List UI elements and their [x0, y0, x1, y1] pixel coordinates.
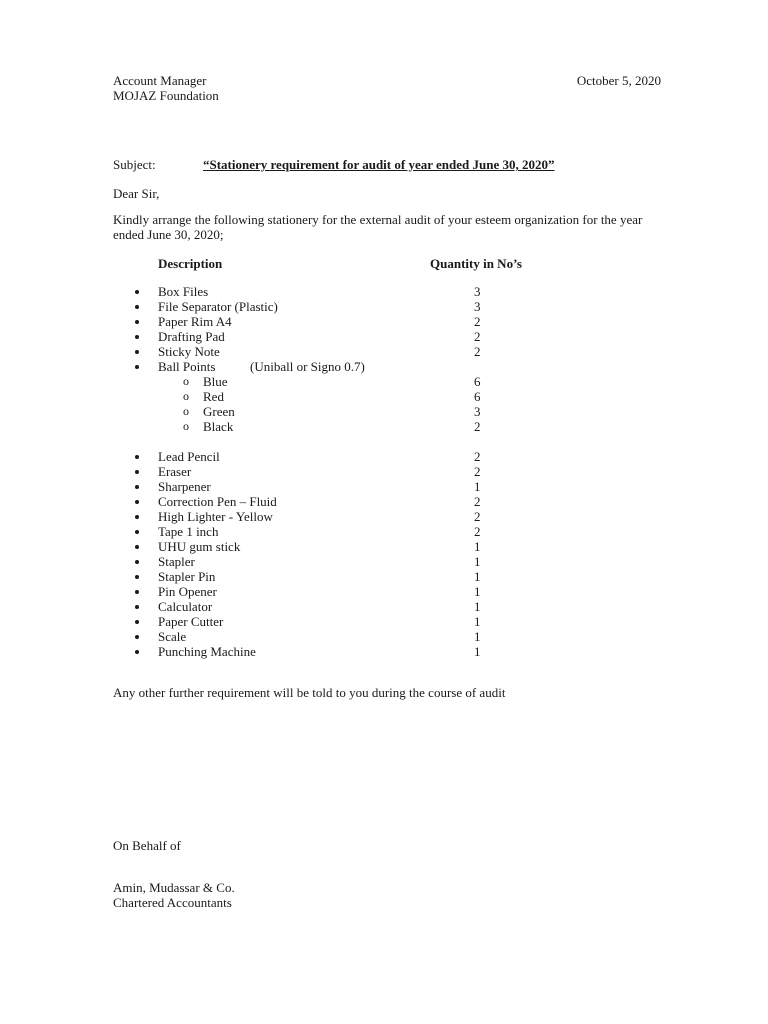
item-note: (Uniball or Signo 0.7) [250, 359, 365, 374]
list-item [0, 509, 768, 524]
item-label: Blue [203, 374, 228, 389]
closing-paragraph: Any other further requirement will be told to you during the course of audit [113, 685, 506, 700]
list-item [0, 584, 768, 599]
bullet-icon [135, 335, 139, 339]
sub-bullet-icon: o [183, 404, 189, 418]
bullet-icon [135, 485, 139, 489]
item-label: Lead Pencil [158, 449, 220, 464]
list-item [0, 284, 768, 299]
item-label: Eraser [158, 464, 192, 479]
bullet-icon [135, 365, 139, 369]
bullet-icon [135, 320, 139, 324]
item-label: High Lighter - Yellow [158, 509, 273, 524]
list-item [0, 569, 768, 584]
item-quantity: 2 [474, 449, 481, 464]
list-item [0, 314, 768, 329]
item-quantity: 2 [474, 419, 481, 434]
list-item [0, 479, 768, 494]
item-label: Paper Rim A4 [158, 314, 232, 329]
item-label: Ball Points [158, 359, 216, 374]
subject-text: “Stationery requirement for audit of year ended June 30, 2020” [203, 157, 555, 172]
bullet-icon [135, 530, 139, 534]
recipient-org: MOJAZ Foundation [113, 88, 219, 103]
item-quantity: 2 [474, 464, 481, 479]
list-item [0, 494, 768, 509]
list-item [0, 389, 768, 404]
bullet-icon [135, 515, 139, 519]
item-label: Calculator [158, 599, 213, 614]
item-label: Green [203, 404, 235, 419]
item-label: File Separator (Plastic) [158, 299, 278, 314]
item-quantity: 1 [474, 479, 481, 494]
recipient-title: Account Manager [113, 73, 207, 88]
list-item [0, 554, 768, 569]
item-label: Stapler Pin [158, 569, 216, 584]
bullet-icon [135, 290, 139, 294]
bullet-icon [135, 455, 139, 459]
item-quantity: 2 [474, 314, 481, 329]
sub-bullet-icon: o [183, 374, 189, 388]
list-item [0, 629, 768, 644]
list-item [0, 599, 768, 614]
bullet-icon [135, 620, 139, 624]
item-quantity: 6 [474, 374, 481, 389]
list-item [0, 524, 768, 539]
sub-bullet-icon: o [183, 419, 189, 433]
item-quantity: 1 [474, 539, 481, 554]
item-label: Red [203, 389, 224, 404]
item-label: Scale [158, 629, 187, 644]
item-quantity: 1 [474, 644, 481, 659]
item-quantity: 2 [474, 524, 481, 539]
list-item [0, 614, 768, 629]
item-quantity: 1 [474, 554, 481, 569]
item-quantity: 2 [474, 344, 481, 359]
list-item [0, 404, 768, 419]
column-header-quantity: Quantity in No’s [430, 256, 522, 271]
item-quantity: 1 [474, 584, 481, 599]
sub-bullet-icon: o [183, 389, 189, 403]
on-behalf-of: On Behalf of [113, 838, 181, 853]
item-label: Tape 1 inch [158, 524, 219, 539]
subject-label: Subject: [113, 157, 156, 172]
bullet-icon [135, 560, 139, 564]
item-quantity: 2 [474, 509, 481, 524]
bullet-icon [135, 605, 139, 609]
item-quantity: 3 [474, 284, 481, 299]
list-item [0, 449, 768, 464]
list-item [0, 644, 768, 659]
item-label: Pin Opener [158, 584, 217, 599]
item-label: Sharpener [158, 479, 211, 494]
list-item [0, 539, 768, 554]
intro-paragraph: Kindly arrange the following stationery for the external audit of your esteem organization for the year ended June 30, 2020; [113, 212, 643, 242]
bullet-icon [135, 350, 139, 354]
bullet-icon [135, 635, 139, 639]
item-quantity: 1 [474, 599, 481, 614]
firm-name: Amin, Mudassar & Co. [113, 880, 235, 895]
bullet-icon [135, 305, 139, 309]
item-label: Punching Machine [158, 644, 256, 659]
bullet-icon [135, 545, 139, 549]
bullet-icon [135, 650, 139, 654]
item-label: Correction Pen – Fluid [158, 494, 277, 509]
list-item [0, 359, 768, 374]
bullet-icon [135, 590, 139, 594]
list-item [0, 374, 768, 389]
item-label: Stapler [158, 554, 195, 569]
list-item [0, 299, 768, 314]
item-quantity: 1 [474, 569, 481, 584]
item-label: Paper Cutter [158, 614, 224, 629]
item-label: Drafting Pad [158, 329, 225, 344]
bullet-icon [135, 575, 139, 579]
item-quantity: 6 [474, 389, 481, 404]
item-label: Box Files [158, 284, 209, 299]
list-item [0, 419, 768, 434]
item-quantity: 1 [474, 614, 481, 629]
list-item [0, 464, 768, 479]
item-quantity: 2 [474, 494, 481, 509]
item-quantity: 1 [474, 629, 481, 644]
list-item [0, 344, 768, 359]
column-header-description: Description [158, 256, 223, 271]
bullet-icon [135, 470, 139, 474]
item-quantity: 3 [474, 404, 481, 419]
item-label: Sticky Note [158, 344, 220, 359]
item-quantity: 3 [474, 299, 481, 314]
item-quantity: 2 [474, 329, 481, 344]
item-label: Black [203, 419, 234, 434]
bullet-icon [135, 500, 139, 504]
firm-title: Chartered Accountants [113, 895, 232, 910]
item-label: UHU gum stick [158, 539, 241, 554]
greeting: Dear Sir, [113, 186, 160, 201]
list-item [0, 329, 768, 344]
letter-date: October 5, 2020 [576, 73, 661, 88]
